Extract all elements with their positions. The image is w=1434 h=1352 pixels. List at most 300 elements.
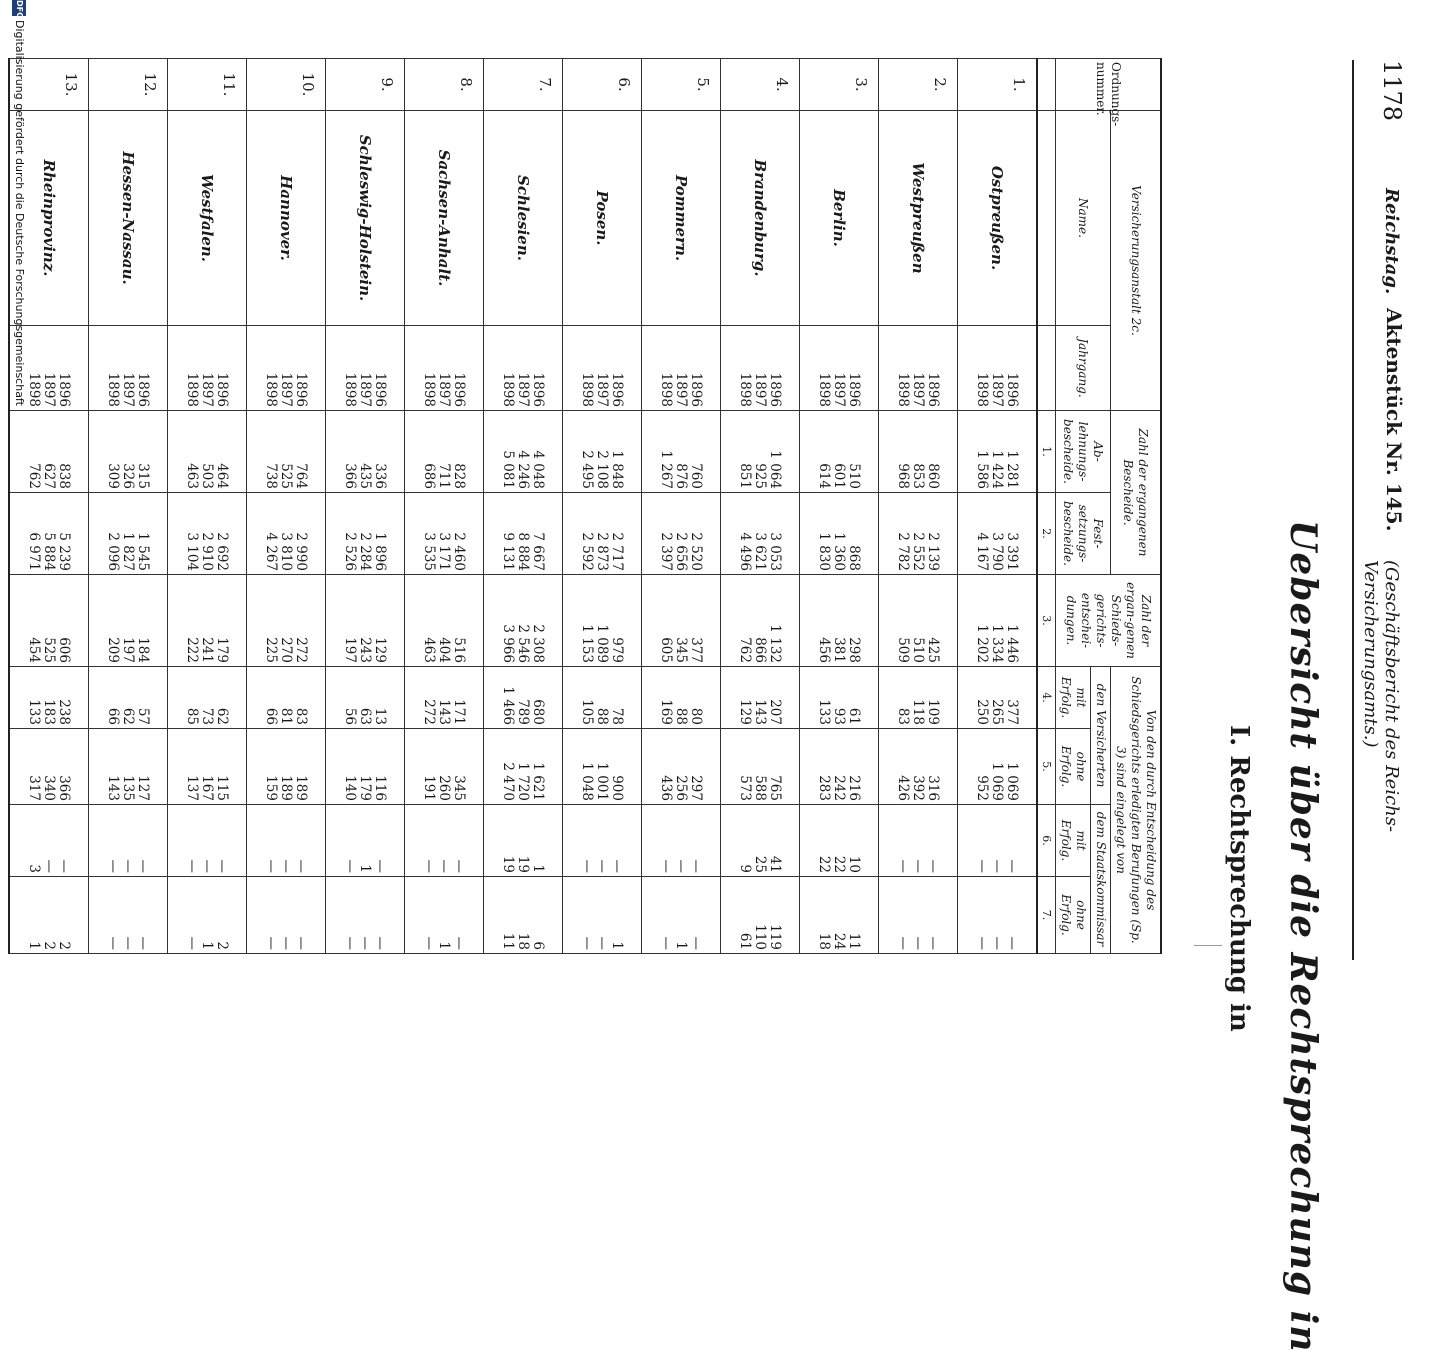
table-row <box>405 59 484 954</box>
value-cell-c3 <box>642 575 721 667</box>
value: 143 <box>752 699 769 725</box>
value-cell-c7 <box>800 877 879 954</box>
value: — <box>105 859 122 873</box>
value: 56 <box>342 707 359 725</box>
value: 66 <box>263 707 280 725</box>
value-cell-c3 <box>484 575 563 667</box>
page-title: Uebersicht über die Rechtsprechung in <box>1282 520 1324 1352</box>
header-jahrgang: Jahrgang. <box>1056 326 1111 411</box>
value: 242 <box>831 775 848 801</box>
value: — <box>658 936 675 950</box>
value-cell-c5 <box>721 729 800 805</box>
value: 686 <box>421 463 438 489</box>
value: — <box>278 859 295 873</box>
value: 143 <box>436 699 453 725</box>
year: 1896 <box>688 372 705 407</box>
value: 3 053 <box>767 532 784 571</box>
value: — <box>658 859 675 873</box>
value-cell-c7 <box>9 877 89 954</box>
value: 73 <box>199 707 216 725</box>
value: — <box>895 859 912 873</box>
year: 1898 <box>105 372 122 407</box>
table-row <box>563 59 642 954</box>
value: 88 <box>673 707 690 725</box>
year: 1898 <box>263 372 280 407</box>
value: 3 535 <box>421 532 438 571</box>
value-cell-c4 <box>326 667 405 729</box>
value: 1 048 <box>579 762 596 801</box>
value: 627 <box>41 463 58 489</box>
year: 1898 <box>658 372 675 407</box>
value: 711 <box>436 463 453 489</box>
value-cell-c5 <box>563 729 642 805</box>
value-cell-c1 <box>958 411 1038 493</box>
value: 57 <box>135 707 152 725</box>
value: — <box>436 859 453 873</box>
value: 2 656 <box>673 532 690 571</box>
value: 340 <box>41 775 58 801</box>
value: 2 <box>214 941 231 950</box>
value: — <box>372 936 389 950</box>
value: 925 <box>752 463 769 489</box>
value: — <box>579 936 596 950</box>
value: — <box>214 859 231 873</box>
value: 614 <box>816 463 833 489</box>
year-cell <box>405 326 484 411</box>
value: 2 460 <box>451 532 468 571</box>
value: 3 621 <box>752 532 769 571</box>
value-cell-c2 <box>247 493 326 575</box>
value: — <box>199 859 216 873</box>
institution-name: Schlesien. <box>484 111 563 326</box>
value-cell-c3 <box>958 575 1038 667</box>
row-number: 1. <box>958 59 1038 111</box>
value: 243 <box>357 637 374 663</box>
value-cell-c7 <box>484 877 563 954</box>
value: 140 <box>342 775 359 801</box>
value: 525 <box>41 637 58 663</box>
value: 1 <box>673 941 690 950</box>
year: 1897 <box>594 372 611 407</box>
value-cell-c3 <box>9 575 89 667</box>
value-cell-c3 <box>405 575 484 667</box>
value: 2 308 <box>530 624 547 663</box>
value: 225 <box>263 637 280 663</box>
value-cell-c5 <box>9 729 89 805</box>
value-cell-c2 <box>879 493 958 575</box>
year: 1896 <box>530 372 547 407</box>
value: — <box>184 936 201 950</box>
value: 265 <box>989 699 1006 725</box>
value: 11 <box>500 932 517 950</box>
value-cell-c5 <box>879 729 958 805</box>
value-cell-c4 <box>9 667 89 729</box>
value: — <box>184 859 201 873</box>
value: 135 <box>120 775 137 801</box>
value: 2 096 <box>105 532 122 571</box>
year-cell <box>563 326 642 411</box>
value: 1 896 <box>372 532 389 571</box>
row-number: 5. <box>642 59 721 111</box>
table-row <box>168 59 247 954</box>
value: 61 <box>737 932 754 950</box>
value: 1 069 <box>989 762 1006 801</box>
value: 1 <box>26 941 43 950</box>
row-number: 7. <box>484 59 563 111</box>
value: 19 <box>515 855 532 873</box>
value: 601 <box>831 463 848 489</box>
row-number: 10. <box>247 59 326 111</box>
value: 366 <box>342 463 359 489</box>
value: 316 <box>925 775 942 801</box>
institution-name: Westpreußen <box>879 111 958 326</box>
year: 1896 <box>609 372 626 407</box>
value-cell-c4 <box>247 667 326 729</box>
value: 3 104 <box>184 532 201 571</box>
value: 3 810 <box>278 532 295 571</box>
value: 298 <box>846 637 863 663</box>
header-ohne-erfolg-2: ohne Erfolg. <box>1056 877 1091 954</box>
value: 116 <box>372 775 389 801</box>
year: 1896 <box>925 372 942 407</box>
year-cell <box>800 326 879 411</box>
year: 1897 <box>989 372 1006 407</box>
value: — <box>1004 936 1021 950</box>
value-cell-c1 <box>879 411 958 493</box>
value: 866 <box>752 637 769 663</box>
value: 345 <box>673 637 690 663</box>
value: 454 <box>26 637 43 663</box>
value: 81 <box>278 707 295 725</box>
value: 297 <box>688 775 705 801</box>
value-cell-c3 <box>89 575 168 667</box>
value: 2 397 <box>658 532 675 571</box>
value: 105 <box>579 699 596 725</box>
value: 1 281 <box>1004 450 1021 489</box>
value: 4 246 <box>515 450 532 489</box>
year: 1898 <box>421 372 438 407</box>
value: 680 <box>530 699 547 725</box>
value: 426 <box>895 775 912 801</box>
value: 3 <box>26 864 43 873</box>
value: 2 873 <box>594 532 611 571</box>
institution-name: Schleswig-Holstein. <box>326 111 405 326</box>
colnum: 1. <box>1037 411 1056 493</box>
header-staatskommissar: dem Staatskommissar <box>1091 805 1111 954</box>
value: 129 <box>737 699 754 725</box>
value: 1 848 <box>609 450 626 489</box>
value-cell-c4 <box>800 667 879 729</box>
value: 3 171 <box>436 532 453 571</box>
value: 2 <box>41 941 58 950</box>
value-cell-c3 <box>879 575 958 667</box>
value: 1 424 <box>989 450 1006 489</box>
value-cell-c1 <box>484 411 563 493</box>
value: — <box>342 859 359 873</box>
value: 167 <box>199 775 216 801</box>
value: 1 830 <box>816 532 833 571</box>
value: 24 <box>831 932 848 950</box>
value-cell-c6 <box>405 805 484 877</box>
year: 1896 <box>135 372 152 407</box>
value-cell-c3 <box>168 575 247 667</box>
value: 18 <box>816 932 833 950</box>
value: 209 <box>105 637 122 663</box>
value: — <box>910 936 927 950</box>
value: 179 <box>214 637 231 663</box>
value: — <box>609 859 626 873</box>
value: 63 <box>357 707 374 725</box>
value: — <box>263 859 280 873</box>
value: 4 167 <box>974 532 991 571</box>
value: 2 782 <box>895 532 912 571</box>
value-cell-c6 <box>168 805 247 877</box>
year: 1896 <box>372 372 389 407</box>
value: 1 069 <box>1004 762 1021 801</box>
value-cell-c5 <box>247 729 326 805</box>
value: 272 <box>421 699 438 725</box>
value: 4 496 <box>737 532 754 571</box>
table-row <box>484 59 563 954</box>
value: 3 790 <box>989 532 1006 571</box>
header-zahl-schieds: Zahl der ergan-genen Schieds-gerichts-entschei-dungen. <box>1056 575 1162 667</box>
value: 41 <box>767 855 784 873</box>
row-number: 6. <box>563 59 642 111</box>
value: 2 284 <box>357 532 374 571</box>
value: 2 717 <box>609 532 626 571</box>
value-cell-c4 <box>484 667 563 729</box>
colnum-blank <box>1037 59 1056 111</box>
year: 1898 <box>974 372 991 407</box>
value: 1 466 <box>500 686 517 725</box>
value: 6 <box>530 941 547 950</box>
row-number: 4. <box>721 59 800 111</box>
value: — <box>105 936 122 950</box>
value: 19 <box>500 855 517 873</box>
value: 2 108 <box>594 450 611 489</box>
value: 250 <box>974 699 991 725</box>
value: 762 <box>737 637 754 663</box>
value: 760 <box>688 463 705 489</box>
header-ablehnungs: Ab-lehnungs-bescheide. <box>1056 411 1111 493</box>
institution-name: Pommern. <box>642 111 721 326</box>
year: 1896 <box>293 372 310 407</box>
value: 183 <box>41 699 58 725</box>
value: 8 884 <box>515 532 532 571</box>
value-cell-c2 <box>9 493 89 575</box>
value: 436 <box>658 775 675 801</box>
year-cell <box>89 326 168 411</box>
table-row <box>800 59 879 954</box>
year: 1897 <box>515 372 532 407</box>
row-number: 8. <box>405 59 484 111</box>
value-cell-c1 <box>326 411 405 493</box>
value: 510 <box>846 463 863 489</box>
value: — <box>895 936 912 950</box>
value: 336 <box>372 463 389 489</box>
value-cell-c4 <box>721 667 800 729</box>
value: 9 <box>737 864 754 873</box>
value: 456 <box>816 637 833 663</box>
row-number: 13. <box>9 59 89 111</box>
value: 66 <box>105 707 122 725</box>
value: 1 545 <box>135 532 152 571</box>
value: 85 <box>184 707 201 725</box>
value-cell-c4 <box>642 667 721 729</box>
value: 1 720 <box>515 762 532 801</box>
row-number: 9. <box>326 59 405 111</box>
section-heading: I. Rechtsprechung in <box>1224 725 1254 1032</box>
colnum: 3. <box>1037 575 1056 667</box>
year: 1898 <box>895 372 912 407</box>
value: — <box>135 859 152 873</box>
value: 2 526 <box>342 532 359 571</box>
value-cell-c7 <box>642 877 721 954</box>
value: 463 <box>421 637 438 663</box>
year: 1897 <box>357 372 374 407</box>
colnum: 2. <box>1037 493 1056 575</box>
value: 13 <box>372 707 389 725</box>
value-cell-c1 <box>642 411 721 493</box>
value: — <box>1004 859 1021 873</box>
value: 238 <box>56 699 73 725</box>
value: 789 <box>515 699 532 725</box>
value-cell-c7 <box>247 877 326 954</box>
institution-name: Brandenburg. <box>721 111 800 326</box>
value-cell-c1 <box>9 411 89 493</box>
value: 197 <box>342 637 359 663</box>
value: — <box>974 936 991 950</box>
value: 241 <box>199 637 216 663</box>
value: 184 <box>135 637 152 663</box>
row-number: 12. <box>89 59 168 111</box>
value: — <box>989 859 1006 873</box>
value: 5 081 <box>500 450 517 489</box>
value-cell-c6 <box>89 805 168 877</box>
value: 1 132 <box>767 624 784 663</box>
value-cell-c7 <box>879 877 958 954</box>
value: 1 827 <box>120 532 137 571</box>
institution-name: Hannover. <box>247 111 326 326</box>
value-cell-c5 <box>405 729 484 805</box>
value: 2 546 <box>515 624 532 663</box>
value: 326 <box>120 463 137 489</box>
institution-name: Hessen-Nassau. <box>89 111 168 326</box>
value: 222 <box>184 637 201 663</box>
value: — <box>673 859 690 873</box>
value: 876 <box>673 463 690 489</box>
value: 851 <box>737 463 754 489</box>
value: — <box>278 936 295 950</box>
value-cell-c4 <box>89 667 168 729</box>
value: — <box>342 936 359 950</box>
value: 2 139 <box>925 532 942 571</box>
table-body <box>9 59 1037 954</box>
value: 143 <box>105 775 122 801</box>
value: 868 <box>846 545 863 571</box>
value: 525 <box>278 463 295 489</box>
institution-name: Rheinprovinz. <box>9 111 89 326</box>
value-cell-c4 <box>168 667 247 729</box>
year-cell <box>958 326 1038 411</box>
value-cell-c5 <box>642 729 721 805</box>
year: 1898 <box>579 372 596 407</box>
value: 10 <box>846 855 863 873</box>
year: 1896 <box>451 372 468 407</box>
value: 270 <box>278 637 295 663</box>
value-cell-c6 <box>326 805 405 877</box>
value-cell-c7 <box>168 877 247 954</box>
value: 5 239 <box>56 532 73 571</box>
value: 2 910 <box>199 532 216 571</box>
value: 309 <box>105 463 122 489</box>
value: 207 <box>767 699 784 725</box>
year: 1896 <box>214 372 231 407</box>
header-festsetzungs: Fest-setzungs-bescheide. <box>1056 493 1111 575</box>
year-cell <box>326 326 405 411</box>
value-cell-c3 <box>800 575 879 667</box>
institution-name: Ostpreußen. <box>958 111 1038 326</box>
value: 738 <box>263 463 280 489</box>
table-row <box>89 59 168 954</box>
year: 1897 <box>278 372 295 407</box>
value: — <box>688 859 705 873</box>
value: 510 <box>910 637 927 663</box>
value: 366 <box>56 775 73 801</box>
value: 22 <box>816 855 833 873</box>
value: 377 <box>688 637 705 663</box>
year-cell <box>721 326 800 411</box>
value: 853 <box>910 463 927 489</box>
value: 80 <box>688 707 705 725</box>
institution-name: Posen. <box>563 111 642 326</box>
table-row <box>247 59 326 954</box>
value: 118 <box>910 699 927 725</box>
value: 189 <box>278 775 295 801</box>
value: 404 <box>436 637 453 663</box>
value: 3 966 <box>500 624 517 663</box>
value: — <box>135 936 152 950</box>
value: 1 446 <box>1004 624 1021 663</box>
value-cell-c2 <box>168 493 247 575</box>
value-cell-c6 <box>879 805 958 877</box>
value: — <box>421 859 438 873</box>
year: 1897 <box>752 372 769 407</box>
value: 573 <box>737 775 754 801</box>
year: 1897 <box>436 372 453 407</box>
value: — <box>451 859 468 873</box>
year-cell <box>484 326 563 411</box>
value-cell-c5 <box>958 729 1038 805</box>
value: 115 <box>214 775 231 801</box>
value: 588 <box>752 775 769 801</box>
value: 765 <box>767 775 784 801</box>
value: 2 495 <box>579 450 596 489</box>
institution-name: Sachsen-Anhalt. <box>405 111 484 326</box>
value: 464 <box>214 463 231 489</box>
value: — <box>451 936 468 950</box>
value-cell-c5 <box>168 729 247 805</box>
value: — <box>293 936 310 950</box>
value: 171 <box>451 699 468 725</box>
value: 1 <box>609 941 626 950</box>
value-cell-c7 <box>563 877 642 954</box>
value-cell-c6 <box>721 805 800 877</box>
value-cell-c1 <box>563 411 642 493</box>
value: 169 <box>658 699 675 725</box>
value: 509 <box>895 637 912 663</box>
value-cell-c7 <box>721 877 800 954</box>
